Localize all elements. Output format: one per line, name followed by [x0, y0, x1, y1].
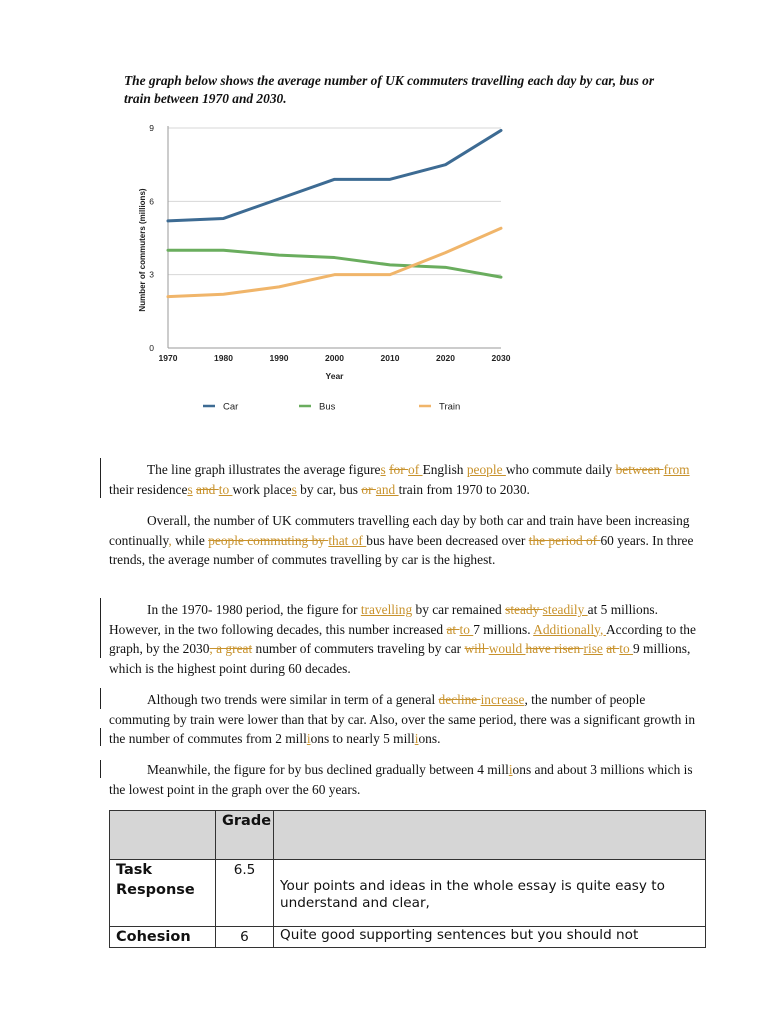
- legend-label: Car: [223, 401, 239, 413]
- inserted-text: s: [187, 481, 193, 497]
- x-tick-label: 1980: [214, 353, 233, 363]
- inserted-text: to: [218, 481, 233, 497]
- inserted-text: to: [459, 621, 474, 637]
- essay-text: The line graph illustrates the average figure: [147, 462, 381, 477]
- essay-text: by car remained: [412, 602, 506, 617]
- comment-text: Your points and ideas in the whole essay is quite easy to understand and clear,: [280, 878, 665, 911]
- legend-label: Train: [439, 401, 461, 413]
- change-bar: [100, 458, 101, 498]
- inserted-text: Additionally,: [533, 621, 606, 637]
- essay-paragraph-bus: [109, 760, 705, 799]
- table-header-empty-cell: [110, 811, 216, 860]
- table-row: [110, 860, 706, 927]
- deleted-text: for: [389, 462, 409, 477]
- inserted-text: travelling: [360, 602, 413, 617]
- series-line-train: [168, 228, 501, 296]
- essay-text: , the number of people commuting by train were lower than that by car. Also, over the same period, there was a significant growth in the number of commutes from 2 mill: [109, 692, 696, 747]
- essay-text: ons to nearly 5 mill: [310, 731, 415, 747]
- chart-canvas: [110, 112, 714, 418]
- deleted-text: between: [615, 462, 664, 477]
- deleted-text: at: [606, 641, 620, 657]
- essay-text: train from 1970 to 2030.: [398, 481, 530, 497]
- inserted-text: people: [466, 462, 506, 477]
- criterion-cell: Cohesion: [110, 927, 216, 948]
- change-bar: [100, 728, 101, 746]
- y-tick-label: 9: [149, 123, 154, 133]
- inserted-text: that of: [328, 532, 367, 548]
- inserted-text: s: [291, 481, 297, 497]
- x-tick-label: 2020: [436, 353, 455, 363]
- essay-paragraph-overview: [109, 511, 705, 570]
- x-tick-label: 2030: [491, 353, 511, 363]
- inserted-text: of: [408, 462, 423, 477]
- deleted-text: and: [196, 481, 219, 497]
- essay-text: Overall, the number of UK commuters travelling each day by both car and train have been increasing continually: [109, 513, 690, 548]
- essay-text: Meanwhile, the figure for by bus declined gradually between 4 mill: [147, 762, 509, 777]
- grade-cell: 6: [216, 927, 274, 948]
- essay-paragraph-train: [109, 690, 705, 749]
- inserted-text: increase: [480, 692, 525, 707]
- deleted-text: people commuting by: [208, 532, 329, 548]
- inserted-text: s: [380, 462, 386, 477]
- deleted-text: have risen: [525, 641, 584, 657]
- essay-text: while: [171, 532, 209, 548]
- y-axis-title: Number of commuters (millions): [138, 188, 147, 312]
- essay-text: English: [422, 462, 467, 477]
- y-tick-label: 0: [149, 343, 154, 353]
- essay-text: by car, bus: [296, 481, 362, 497]
- inserted-text: rise: [583, 641, 603, 657]
- grade-table: [109, 810, 706, 948]
- criterion-cell: Task Response: [110, 860, 216, 927]
- essay-text: number of commuters traveling by car: [252, 641, 465, 657]
- deleted-text: will: [464, 641, 489, 657]
- x-tick-label: 2010: [380, 353, 400, 363]
- essay-text: bus have been decreased over: [366, 532, 529, 548]
- y-tick-label: 6: [149, 196, 154, 207]
- inserted-text: would: [488, 641, 526, 657]
- deleted-text: , a great: [209, 641, 253, 657]
- x-tick-label: 2000: [325, 353, 344, 363]
- essay-text: ons and about 3 millions which is the lowest point in the graph over the 60 years.: [109, 762, 693, 797]
- deleted-text: the period of: [528, 532, 601, 548]
- change-bar: [100, 688, 101, 709]
- deleted-text: decline: [438, 692, 481, 707]
- essay-text: ons.: [418, 731, 441, 747]
- table-header-empty-cell: [274, 811, 706, 860]
- essay-text: 60 years. In three trends, the average number of commutes travelling by car is the highest.: [109, 532, 694, 568]
- essay-text: 7 millions.: [473, 621, 534, 637]
- essay-text: work place: [232, 481, 292, 497]
- change-bar: [100, 598, 101, 658]
- comment-cell: [274, 860, 706, 927]
- deleted-text: or: [361, 481, 376, 497]
- essay-text: In the 1970- 1980 period, the figure for: [147, 602, 361, 617]
- inserted-text: and: [375, 481, 399, 497]
- inserted-text: i: [414, 731, 419, 747]
- inserted-text: i: [508, 762, 513, 777]
- series-line-bus: [168, 250, 501, 277]
- deleted-text: at: [446, 621, 460, 637]
- essay-text: 9 millions, which is the highest point during 60 decades.: [109, 641, 691, 676]
- essay-text: at 5 millions. However, in the two following decades, this number increased: [109, 602, 658, 637]
- inserted-text: from: [663, 462, 690, 477]
- inserted-text: ,: [168, 532, 172, 548]
- inserted-text: steadily: [542, 602, 588, 617]
- essay-text: who commute daily: [505, 462, 616, 477]
- essay-paragraph-car: [109, 600, 705, 678]
- grade-column-header: Grade: [216, 811, 274, 860]
- inserted-text: to: [619, 641, 634, 657]
- essay-text: their residence: [109, 481, 188, 497]
- legend-label: Bus: [319, 401, 336, 413]
- line-chart: [110, 112, 714, 418]
- grade-cell: 6.5: [216, 860, 274, 927]
- inserted-text: i: [306, 731, 311, 747]
- table-header-row: [110, 811, 706, 860]
- series-line-car: [168, 130, 501, 220]
- essay-text: According to the graph, by the 2030: [109, 621, 696, 657]
- x-tick-label: 1990: [269, 353, 289, 363]
- change-bar: [100, 760, 101, 778]
- y-tick-label: 3: [149, 269, 154, 280]
- table-row: [110, 927, 706, 948]
- page-heading: The graph below shows the average number of UK commuters travelling each day by car, bus or train between 1970 and 2030.: [124, 73, 655, 106]
- comment-cell: Quite good supporting sentences but you should not: [274, 927, 706, 948]
- x-axis-title: Year: [325, 371, 344, 381]
- x-tick-label: 1970: [158, 353, 178, 363]
- deleted-text: steady: [505, 602, 543, 617]
- essay-paragraph-introduction: [109, 460, 705, 499]
- essay-text: Although two trends were similar in term of a general: [147, 692, 439, 707]
